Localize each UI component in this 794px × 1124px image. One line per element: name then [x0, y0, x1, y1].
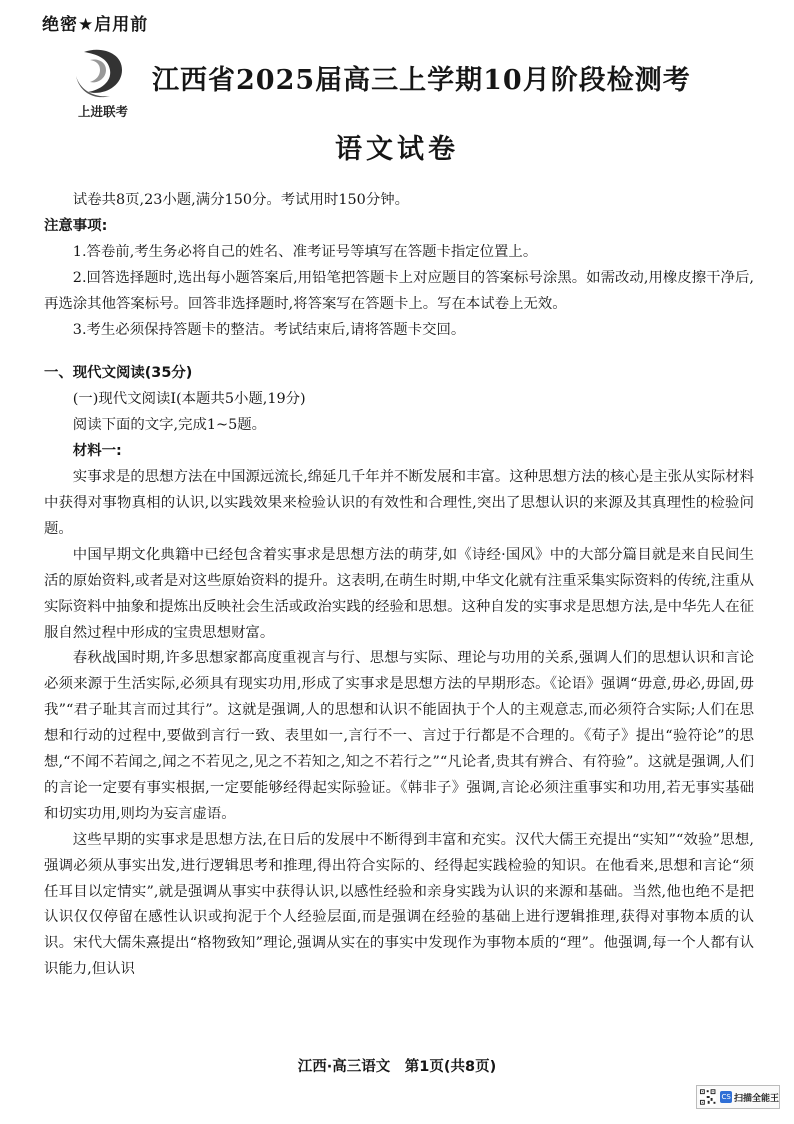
- material-label: 材料一:: [72, 443, 122, 460]
- paragraph: 中国早期文化典籍中已经包含着实事求是思想方法的萌芽,如《诗经·国风》中的大部分篇目就是来自民间生活的原始资料,或者是对这些原始资料的提升。这表明,在萌生时期,中华文化就有注重采集实际资料的传统,注重从实际资料中抽象和提炼出反映社会生活或政治实践的经验和思想。这种自发的实事求是思想方法,是中华先人在征服自然过程中形成的宝贵思想财富。: [44, 546, 754, 641]
- logo-swirl-icon: [70, 46, 136, 102]
- paragraph: 实事求是的思想方法在中国源远流长,绵延几千年并不断发展和丰富。这种思想方法的核心是主张从实际材料中获得对事物真相的认识,以实践效果来检验认识的有效性和合理性,突出了思想认识的来源及其真理性的检验问题。: [44, 469, 754, 537]
- exam-title: 江西省2025届高三上学期10月阶段检测考: [152, 65, 691, 96]
- reading-instruction: 阅读下面的文字,完成1~5题。: [72, 417, 267, 434]
- notice-heading: 注意事项:: [44, 217, 108, 234]
- page-footer: 江西·高三语文 第1页(共8页): [297, 1059, 497, 1075]
- notice-item: 1.答卷前,考生务必将自己的姓名、准考证号等填写在答题卡指定位置上。: [72, 243, 538, 260]
- secret-label: 绝密★启用前: [42, 15, 149, 35]
- scanner-text: 扫描全能王: [733, 1093, 779, 1104]
- paragraph: 春秋战国时期,许多思想家都高度重视言与行、思想与实际、理论与功用的关系,强调人们的思想认识和言论必须来源于生活实际,必须具有现实功用,形成了实事求是思想方法的早期形态。《论语》强调“毋意,毋必,毋固,毋我”“君子耻其言而过其行”。这就是强调,人的思想和认识不能固执于个人的主观意志,而必须符合实际;人们在思想和行动的过程中,要做到言行一致、表里如一,言行不一、言过于行都是不合理的。《荀子》提出“验符论”的思想,“不闻不若闻之,闻之不若见之,见之不若知之,知之不若行之”“凡论者,贵其有辨合、有符验”。这就是强调,人们的言论一定要有事实根据,一定要能够经得起实际验证。《韩非子》强调,言论必须注重事实和功用,若无事实基础和切实功用,则均为妄言虚语。: [44, 650, 754, 822]
- qr-code-icon: [699, 1088, 716, 1106]
- exam-summary: 试卷共8页,23小题,满分150分。考试用时150分钟。: [72, 192, 409, 208]
- notice-item: 3.考生必须保持答题卡的整洁。考试结束后,请将答题卡交回。: [72, 321, 466, 338]
- notice-item: 2.回答选择题时,选出每小题答案后,用铅笔把答题卡上对应题目的答案标号涂黑。如需改动,用橡皮擦干净后,再选涂其他答案标号。回答非选择题时,将答案写在答题卡上。写在本试卷上无效。: [44, 269, 754, 312]
- document-body: [44, 188, 754, 983]
- subject-title: 语文试卷: [335, 134, 459, 165]
- scanner-watermark: [696, 1085, 780, 1109]
- section-heading: 一、现代文阅读(35分): [44, 365, 193, 382]
- logo: [70, 46, 136, 122]
- paragraph: 这些早期的实事求是思想方法,在日后的发展中不断得到丰富和充实。汉代大儒王充提出“实知”“效验”思想,强调必须从事实出发,进行逻辑思考和推理,得出符合实际的、经得起实践检验的知识。在他看来,思想和言论“须任耳目以定情实”,就是强调从事实中获得认识,以感性经验和亲身实践为认识的来源和基础。当然,他也绝不是把认识仅仅停留在感性认识或拘泥于个人经验层面,而是强调在经验的基础上进行逻辑推理,获得对事物本质的认识。宋代大儒朱熹提出“格物致知”理论,强调从实在的事实中发现作为事物本质的“理”。他强调,每一个人都有认识能力,但认识: [44, 831, 754, 978]
- sub-section-heading: (一)现代文阅读Ⅰ(本题共5小题,19分): [72, 391, 306, 408]
- logo-text: 上进联考: [77, 104, 128, 119]
- cs-scanner-icon: CS: [721, 1093, 731, 1101]
